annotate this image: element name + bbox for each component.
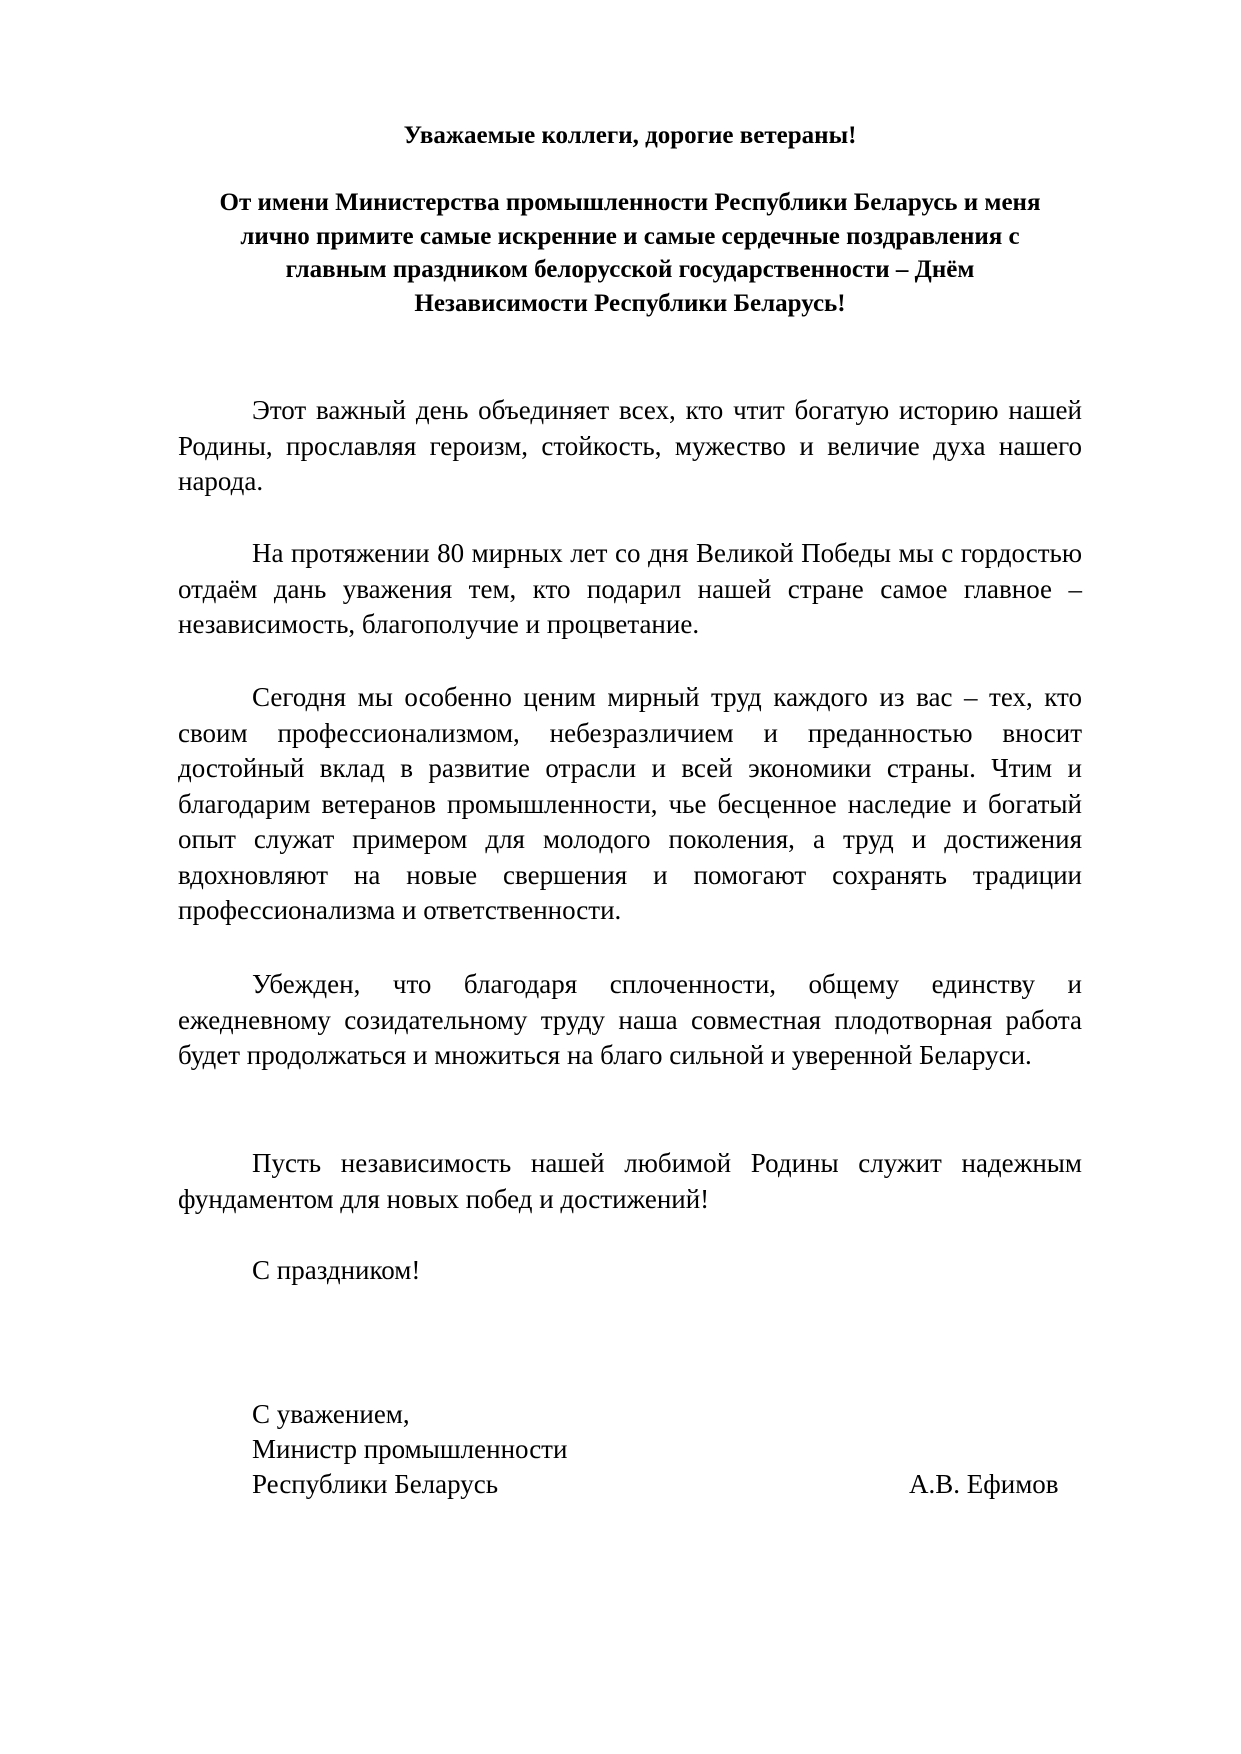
greeting-heading [178,186,1082,320]
signer-position-country: Республики Беларусь [252,1469,499,1499]
greeting-line: лично примите самые искренние и самые сердечные поздравления с [240,222,1020,250]
greeting-line: Независимости Республики Беларусь! [414,289,846,317]
holiday-wish: С праздником! [252,1255,421,1285]
body-paragraph: Этот важный день объединяет всех, кто чтит богатую историю нашей Родины, прославляя героизм, стойкость, мужество и величие духа нашего народа. [178,395,1082,496]
body-paragraph: Пусть независимость нашей любимой Родины служит надежным фундаментом для новых побед и достижений! [178,1148,1082,1214]
greeting-line: главным праздником белорусской государственности – Днём [285,256,975,283]
closing-phrase: С уважением, [252,1399,410,1429]
salutation-heading: Уважаемые коллеги, дорогие ветераны! [403,122,857,149]
body-paragraph: Сегодня мы особенно ценим мирный труд каждого из вас – тех, кто своим профессионализмом, небезразличием и преданностью вносит достойный вклад в развитие отрасли и всей экономики страны. Чтим и благодарим ветеранов промышленности, чье бесценное наследие и богатый опыт служат примером для молодого поколения, а труд и достижения вдохновляют на новые свершения и помогают сохранять традиции профессионализма и ответственности. [178,682,1082,925]
body-paragraph: На протяжении 80 мирных лет со дня Великой Победы мы с гордостью отдаём дань уважения тем, кто подарил нашей стране самое главное – независимость, благополучие и процветание. [178,538,1082,639]
signer-name: А.В. Ефимов [909,1469,1059,1499]
body-paragraph: Убежден, что благодаря сплоченности, общему единству и ежедневному созидательному труду наша совместная плодотворная работа будет продолжаться и множиться на благо сильной и уверенной Беларуси. [178,969,1082,1070]
greeting-line: От имени Министерства промышленности Республики Беларусь и меня [219,189,1041,216]
signer-position: Министр промышленности [252,1434,568,1464]
